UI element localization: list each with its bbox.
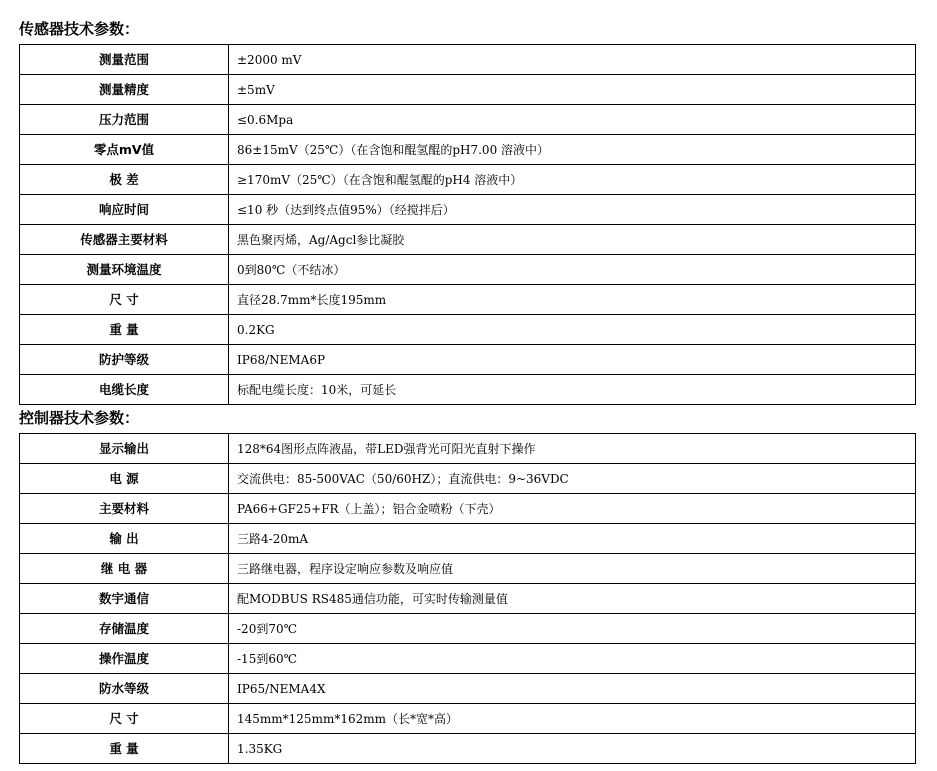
- spec-label: 存储温度: [20, 614, 229, 644]
- spec-value: 1.35KG: [229, 734, 916, 764]
- table-row: [20, 434, 916, 464]
- table-row: [20, 255, 916, 285]
- spec-label: 防护等级: [20, 345, 229, 375]
- spec-value: 三路4-20mA: [229, 524, 916, 554]
- spec-value: 128*64图形点阵液晶，带LED强背光可阳光直射下操作: [229, 434, 916, 464]
- spec-value: 黑色聚丙烯，Ag/Agcl参比凝胶: [229, 225, 916, 255]
- spec-value: ±5mV: [229, 75, 916, 105]
- table-row: [20, 734, 916, 764]
- spec-label: 电缆长度: [20, 375, 229, 405]
- table-row: [20, 554, 916, 584]
- spec-value: 0到80℃（不结冰）: [229, 255, 916, 285]
- spec-value: 配MODBUS RS485通信功能，可实时传输测量值: [229, 584, 916, 614]
- table-row: [20, 674, 916, 704]
- spec-label: 主要材料: [20, 494, 229, 524]
- spec-label: 测量范围: [20, 45, 229, 75]
- table-row: [20, 345, 916, 375]
- spec-value: PA66+GF25+FR（上盖）；铝合金喷粉（下壳）: [229, 494, 916, 524]
- spec-label: 压力范围: [20, 105, 229, 135]
- spec-label: 重 量: [20, 315, 229, 345]
- controller-spec-table: [19, 433, 916, 764]
- table-row: [20, 165, 916, 195]
- spec-value: IP65/NEMA4X: [229, 674, 916, 704]
- spec-value: 0.2KG: [229, 315, 916, 345]
- spec-label: 电 源: [20, 464, 229, 494]
- sensor-spec-table: [19, 44, 916, 405]
- table-row: [20, 584, 916, 614]
- spec-label: 操作温度: [20, 644, 229, 674]
- spec-label: 输 出: [20, 524, 229, 554]
- spec-value: -15到60℃: [229, 644, 916, 674]
- table-row: [20, 614, 916, 644]
- table-row: [20, 45, 916, 75]
- spec-label: 响应时间: [20, 195, 229, 225]
- spec-value: 86±15mV（25℃）（在含饱和醌氢醌的pH7.00 溶液中）: [229, 135, 916, 165]
- spec-label: 防水等级: [20, 674, 229, 704]
- spec-label: 尺 寸: [20, 704, 229, 734]
- spec-value: 交流供电：85-500VAC（50/60HZ）；直流供电：9~36VDC: [229, 464, 916, 494]
- spec-value: 直径28.7mm*长度195mm: [229, 285, 916, 315]
- spec-value: ≤10 秒（达到终点值95%）（经搅拌后）: [229, 195, 916, 225]
- table-row: [20, 135, 916, 165]
- table-row: [20, 494, 916, 524]
- table-row: [20, 524, 916, 554]
- spec-value: ±2000 mV: [229, 45, 916, 75]
- spec-label: 重 量: [20, 734, 229, 764]
- spec-label: 零点mV值: [20, 135, 229, 165]
- spec-label: 数宇通信: [20, 584, 229, 614]
- spec-label: 传感器主要材料: [20, 225, 229, 255]
- spec-value: ≥170mV（25℃）（在含饱和醌氢醌的pH4 溶液中）: [229, 165, 916, 195]
- spec-label: 测量环境温度: [20, 255, 229, 285]
- spec-label: 极 差: [20, 165, 229, 195]
- spec-label: 尺 寸: [20, 285, 229, 315]
- table-row: [20, 225, 916, 255]
- spec-value: 145mm*125mm*162mm（长*宽*高）: [229, 704, 916, 734]
- table-row: [20, 644, 916, 674]
- table-row: [20, 704, 916, 734]
- spec-value: -20到70℃: [229, 614, 916, 644]
- spec-value: 标配电缆长度：10米，可延长: [229, 375, 916, 405]
- table-row: [20, 75, 916, 105]
- table-row: [20, 375, 916, 405]
- table-row: [20, 195, 916, 225]
- sensor-section-title: 传感器技术参数：: [19, 20, 140, 38]
- spec-label: 测量精度: [20, 75, 229, 105]
- spec-value: IP68/NEMA6P: [229, 345, 916, 375]
- spec-label: 显示输出: [20, 434, 229, 464]
- controller-section-title: 控制器技术参数：: [19, 409, 140, 427]
- table-row: [20, 464, 916, 494]
- spec-value: ≤0.6Mpa: [229, 105, 916, 135]
- spec-label: 继 电 器: [20, 554, 229, 584]
- spec-value: 三路继电器，程序设定响应参数及响应值: [229, 554, 916, 584]
- table-row: [20, 105, 916, 135]
- table-row: [20, 285, 916, 315]
- table-row: [20, 315, 916, 345]
